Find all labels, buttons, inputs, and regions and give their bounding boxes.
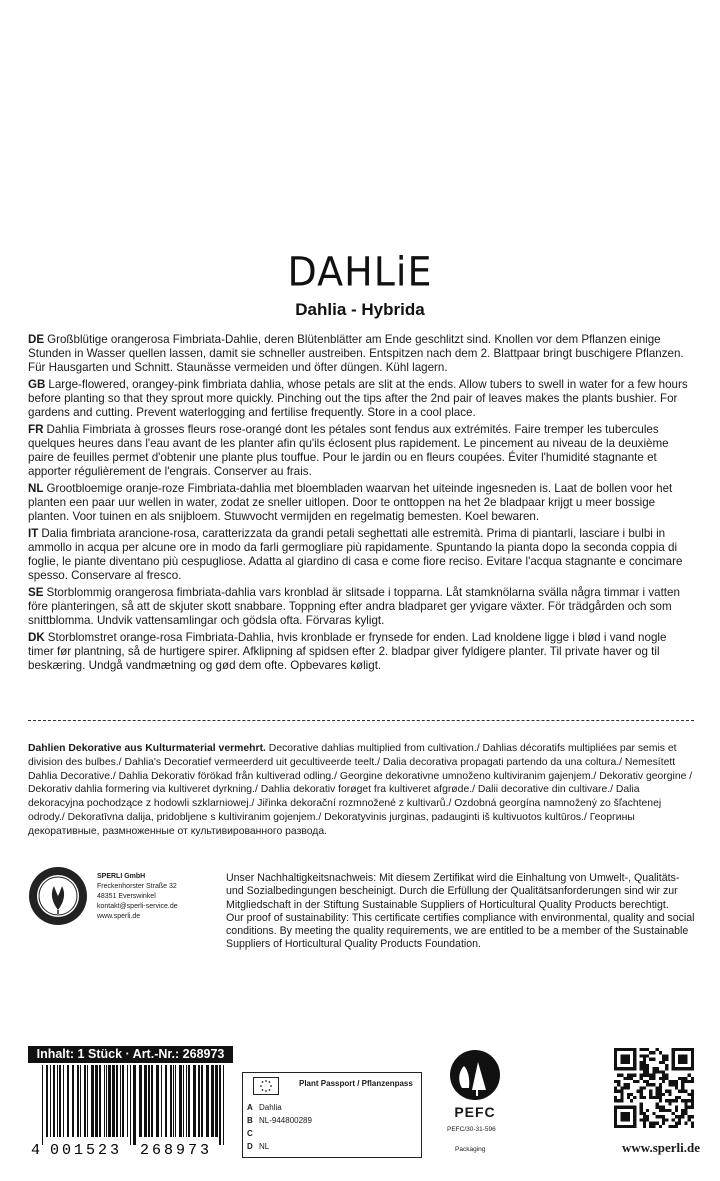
plant-passport	[242, 1072, 422, 1158]
sustainability-statement	[226, 872, 696, 952]
sustainability-de: Unser Nachhaltigkeitsnachweis: Mit diesem Zertifikat wird die Einhaltung von Umwelt-, Qualitäts- und Sozialbedingungen bescheinigt. Durch die Erfüllung der Qualitätsanforderungen sind wir zur Mitgliedschaft in der Stiftung Sustainable Suppliers of Horticultural Quality Products berechtigt.	[226, 872, 680, 911]
pefc-tree-logo-icon	[440, 1048, 520, 1108]
description-se: SE Storblommig orangerosa fimbriata-dahlia vars kronblad är slitsade i topparna. Låt stamknölarna svälla några timmar i vatten före planteringen, så att de skjuter skott snabbare. Toppning efter andra bladparet ger yvigare växter. För trädgården och som snittblomma. Undvik vattensamlingar och gödsla ofta. Förvaras kyligt.	[28, 586, 680, 627]
pefc-code: PEFC/30-31-596	[447, 1126, 496, 1133]
sustainability-en: Our proof of sustainability: This certificate certifies compliance with environmental, quality and social conditions. By meeting the quality requirements, we are entitled to be a member of the Sustainable Suppliers of Horticultural Quality Products Foundation.	[226, 911, 695, 951]
pefc-label: PEFC	[454, 1104, 496, 1120]
company-email: kontakt@sperli-service.de	[97, 903, 178, 910]
description-fr: FR Dahlia Fimbriata à grosses fleurs rose-orangé dont les pétales sont fendus aux extrémités. Faire tremper les tubercules quelques heures dans l'eau avant de les planter afin qu'ils éclosent plus rapidement. Le pincement au niveau de la deuxième paire de feuilles permet d'obtenir une plante plus touffue. Pour le jardin ou en fleurs coupées. Éviter l'humidité stagnante et apporter régulièrement de l'engrais. Conserver au frais.	[28, 423, 669, 478]
company-city: 48351 Everswinkel	[97, 893, 156, 900]
ean-barcode	[28, 1063, 233, 1158]
company-street: Freckenhorster Straße 32	[97, 883, 177, 890]
sustainable-supplier-seal-icon	[28, 866, 88, 926]
barcode-digits-left: 001523	[50, 1142, 123, 1158]
barcode-digits-right: 268973	[140, 1142, 213, 1158]
pefc-packaging: Packaging	[455, 1146, 486, 1153]
barcode-bars	[42, 1065, 224, 1145]
footer-url: www.sperli.de	[622, 1140, 700, 1155]
passport-row-d: D NL	[247, 1142, 270, 1151]
company-name: SPERLI GmbH	[97, 873, 146, 880]
company-address	[97, 872, 178, 922]
barcode-panel	[28, 1046, 233, 1158]
description-blocks	[28, 333, 694, 676]
description-it: IT Dalia fimbriata arancione-rosa, caratterizzata da grandi petali seghettati alle estremità. Prima di piantarli, lasciare i bulbi in ammollo in acqua per alcune ore in modo da farli germogliare più rapidamente. Spuntando la pianta dopo la seconda coppia di foglie, le piante diventano più cespugliose. Adatta al giardino di casa e come fiore reciso. Evitare l'acqua stagnante e concimare spesso. Conservare al fresco.	[28, 527, 683, 582]
qr-modules	[614, 1048, 694, 1128]
dashed-divider	[28, 720, 694, 721]
description-nl: NL Grootbloemige oranje-roze Fimbriata-dahlia met bloembladen waarvan het uiteinde ingesneden is. Laat de bollen voor het planten een paar uur wellen in water, zodat ze sneller uitlopen. Door te onttoppen na het 2e bladpaar krijgt u meer bossige planten. Voor tuinen en als snijbloem. Stuwvocht vermijden en regelmatig bemesten. Koel bewaren.	[28, 482, 673, 523]
passport-row-b: B NL-944800289	[247, 1116, 312, 1125]
passport-row-a: A Dahlia	[247, 1103, 282, 1112]
description-de: DE Großblütige orangerosa Fimbriata-Dahlie, deren Blütenblätter am Ende geschlitzt sind. Knollen vor dem Pflanzen einige Stunden in Wasser quellen lassen, damit sie schneller austreiben. Entspitzen nach dem 2. Blattpaar bringt buschigere Pflanzen. Für Hausgarten und Schnitt. Staunässe vermeiden und öfter düngen. Kühl lagern.	[28, 333, 684, 374]
company-web: www.sperli.de	[97, 913, 141, 920]
botanical-name: Dahlia - Hybrida	[295, 300, 425, 319]
decorative-note: Dahlien Dekorative aus Kulturmaterial vermehrt. Decorative dahlias multiplied from cultivation./ Dahlias décoratifs multipliées par semis et division des bulbes./ Dahlia's Decoratief vermeerderd uit gecultiveerde teelt./ Dalia decorativa propagati partendo da una coltura./ Nemesített Dahlia Decorative./ Dahlia Dekorativ förökad från kultiverad odling./ Georgine dekorativne umnoženo kultiviranim gajenjem./ Dekorativ georgine / Dekorativ dahlia formering via kultiveret dyrkning./ Dahlia dekorativ forøget fra kultiveret afgrøde./ Dalii decorative din cultivare./ Dalia dekoracyjna pochodzące z hodowli szklarniowej./ Jiřinka dekorační rozmnožené z kultivarů./ Ozdobná georgína namnožený zo šľachtenej odrody./ Dekoratīvna dalija, pridobljene s kultiviranim gojenjem./ Dekoratyvinis jurginas, padauginti iš kultivuotos kultūros./ Георгины декоративные, размноженные от культивированного развода.	[28, 743, 693, 837]
description-gb: GB Large-flowered, orangey-pink fimbriata dahlia, whose petals are slit at the ends. Allow tubers to swell in water for a few hours before planting so that they sprout more quickly. Pinching out the tips after the 2nd pair of leaves makes the plants bushier. For gardens and cutting. Prevent waterlogging and fertilise frequently. Store in a cool place.	[28, 378, 688, 419]
content-article-number: Inhalt: 1 Stück · Art.-Nr.: 268973	[28, 1046, 233, 1063]
description-dk: DK Storblomstret orange-rosa Fimbriata-Dahlia, hvis kronblade er frynsede for enden. Lad knoldene ligge i blød i vand nogle timer før plantning, så de hurtigere spirer. Afklipning af spidsen efter 2. bladpar giver fyldigere planter. Til private haver og til beskæring. Undgå vandmætning og gød dem ofte. Opbevares køligt.	[28, 631, 667, 672]
barcode-digit-first: 4	[31, 1142, 41, 1158]
passport-row-c: C	[247, 1129, 253, 1138]
eu-flag-icon	[253, 1077, 279, 1095]
passport-title: Plant Passport / Pflanzenpass	[299, 1079, 413, 1088]
qr-code-icon	[614, 1048, 694, 1128]
product-title: DAHLiE	[287, 248, 433, 296]
